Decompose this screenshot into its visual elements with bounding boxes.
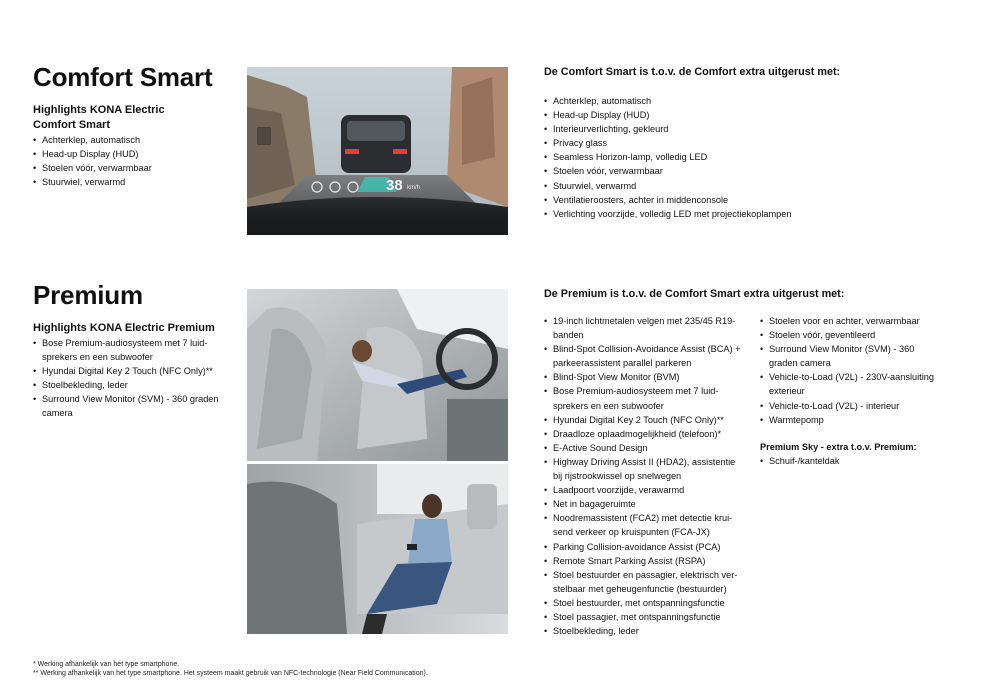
list-item: • Vehicle-to-Load (V2L) - 230V-aansluiting exterieur <box>760 370 935 398</box>
list-item: • Noodremassistent (FCA2) met detectie krui-send verkeer op kruispunten (FCA-JX) <box>544 511 742 539</box>
list-item: • Schuif-/kanteldak <box>760 454 935 468</box>
list-item: • Bose Premium-audiosysteem met 7 luid-sprekers en een subwoofer <box>544 384 742 412</box>
front-seat-relax-photo <box>247 289 508 461</box>
premium-sky-list <box>760 454 935 468</box>
rear-seat-phone-photo <box>247 464 508 634</box>
hud-driving-photo <box>247 67 508 235</box>
list-item: • Blind-Spot View Monitor (BVM) <box>544 370 742 384</box>
premium-title: Premium <box>33 280 143 310</box>
hud-speed: 38 <box>386 177 403 194</box>
list-item: • Head-up Display (HUD) <box>544 108 834 122</box>
list-item: • Net in bagageruimte <box>544 497 742 511</box>
list-item: • Surround View Monitor (SVM) - 360 graden camera <box>760 342 935 370</box>
comfort-highlights-list <box>33 133 223 189</box>
list-item: • Warmtepomp <box>760 413 935 427</box>
list-item: • Vehicle-to-Load (V2L) - interieur <box>760 399 935 413</box>
premium-extras-list-col2 <box>760 314 935 427</box>
premium-highlights-title: Highlights KONA Electric Premium <box>33 322 215 334</box>
list-item: • Interieurverlichting, gekleurd <box>544 122 834 136</box>
list-item: • Parking Collision-avoidance Assist (PCA) <box>544 540 742 554</box>
list-item: • Hyundai Digital Key 2 Touch (NFC Only)** <box>33 364 229 378</box>
list-item: • Stoel passagier, met ontspanningsfunctie <box>544 610 742 624</box>
list-item: • Stoel bestuurder, met ontspanningsfunctie <box>544 596 742 610</box>
list-item: • Stuurwiel, verwarmd <box>544 179 834 193</box>
list-item: • Stoelbekleding, leder <box>544 624 742 638</box>
list-item: • Verlichting voorzijde, volledig LED met projectiekoplampen <box>544 207 834 221</box>
list-item: • Stoelen vóór, verwarmbaar <box>33 161 223 175</box>
list-item: • Laadpoort voorzijde, verawarmd <box>544 483 742 497</box>
list-item: • Surround View Monitor (SVM) - 360 graden camera <box>33 392 229 420</box>
comfort-highlights-title: Highlights KONA Electric Comfort Smart <box>33 104 165 131</box>
premium-extra-title: De Premium is t.o.v. de Comfort Smart extra uitgerust met: <box>544 288 845 300</box>
list-item: • Bose Premium-audiosysteem met 7 luid-sprekers en een subwoofer <box>33 336 229 364</box>
list-item: • Stuurwiel, verwarmd <box>33 175 223 189</box>
hud-speed-unit: km/h <box>407 185 421 191</box>
list-item: • Achterklep, automatisch <box>33 133 223 147</box>
list-item: • Remote Smart Parking Assist (RSPA) <box>544 554 742 568</box>
list-item: • Privacy glass <box>544 136 834 150</box>
premium-extras-list-col1 <box>544 314 742 638</box>
footnote: ** Werking afhankelijk van het type smartphone. Het systeem maakt gebruik van NFC-technologie (Near Field Communication). <box>33 670 428 678</box>
list-item: • Blind-Spot Collision-Avoidance Assist (BCA) + parkeerassistent parallel parkeren <box>544 342 742 370</box>
list-item: • 19-inch lichtmetalen velgen met 235/45 R19-banden <box>544 314 742 342</box>
list-item: • Stoelen voor en achter, verwarmbaar <box>760 314 935 328</box>
list-item: • Head-up Display (HUD) <box>33 147 223 161</box>
list-item: • Stoelen vóór, verwarmbaar <box>544 164 834 178</box>
premium-highlights-list <box>33 336 229 421</box>
list-item: • Draadloze oplaadmogelijkheid (telefoon)* <box>544 427 742 441</box>
footnote: * Werking afhankelijk van het type smartphone. <box>33 661 180 668</box>
list-item: • Ventilatieroosters, achter in middenconsole <box>544 193 834 207</box>
footnotes <box>33 660 428 678</box>
comfort-extra-title: De Comfort Smart is t.o.v. de Comfort extra uitgerust met: <box>544 66 841 78</box>
list-item: • Stoelbekleding, leder <box>33 378 229 392</box>
list-item: • Highway Driving Assist II (HDA2), assistentie bij rijstrookwissel op snelwegen <box>544 455 742 483</box>
list-item: • Achterklep, automatisch <box>544 94 834 108</box>
list-item: • Hyundai Digital Key 2 Touch (NFC Only)** <box>544 413 742 427</box>
list-item: • Stoel bestuurder en passagier, elektrisch ver-stelbaar met geheugenfunctie (bestuurder) <box>544 568 742 596</box>
list-item: • Seamless Horizon-lamp, volledig LED <box>544 150 834 164</box>
list-item: • Stoelen vóór, geventileerd <box>760 328 935 342</box>
premium-sky-title: Premium Sky - extra t.o.v. Premium: <box>760 442 917 452</box>
comfort-extras-list <box>544 94 834 221</box>
comfort-smart-title: Comfort Smart <box>33 62 213 92</box>
list-item: • E-Active Sound Design <box>544 441 742 455</box>
